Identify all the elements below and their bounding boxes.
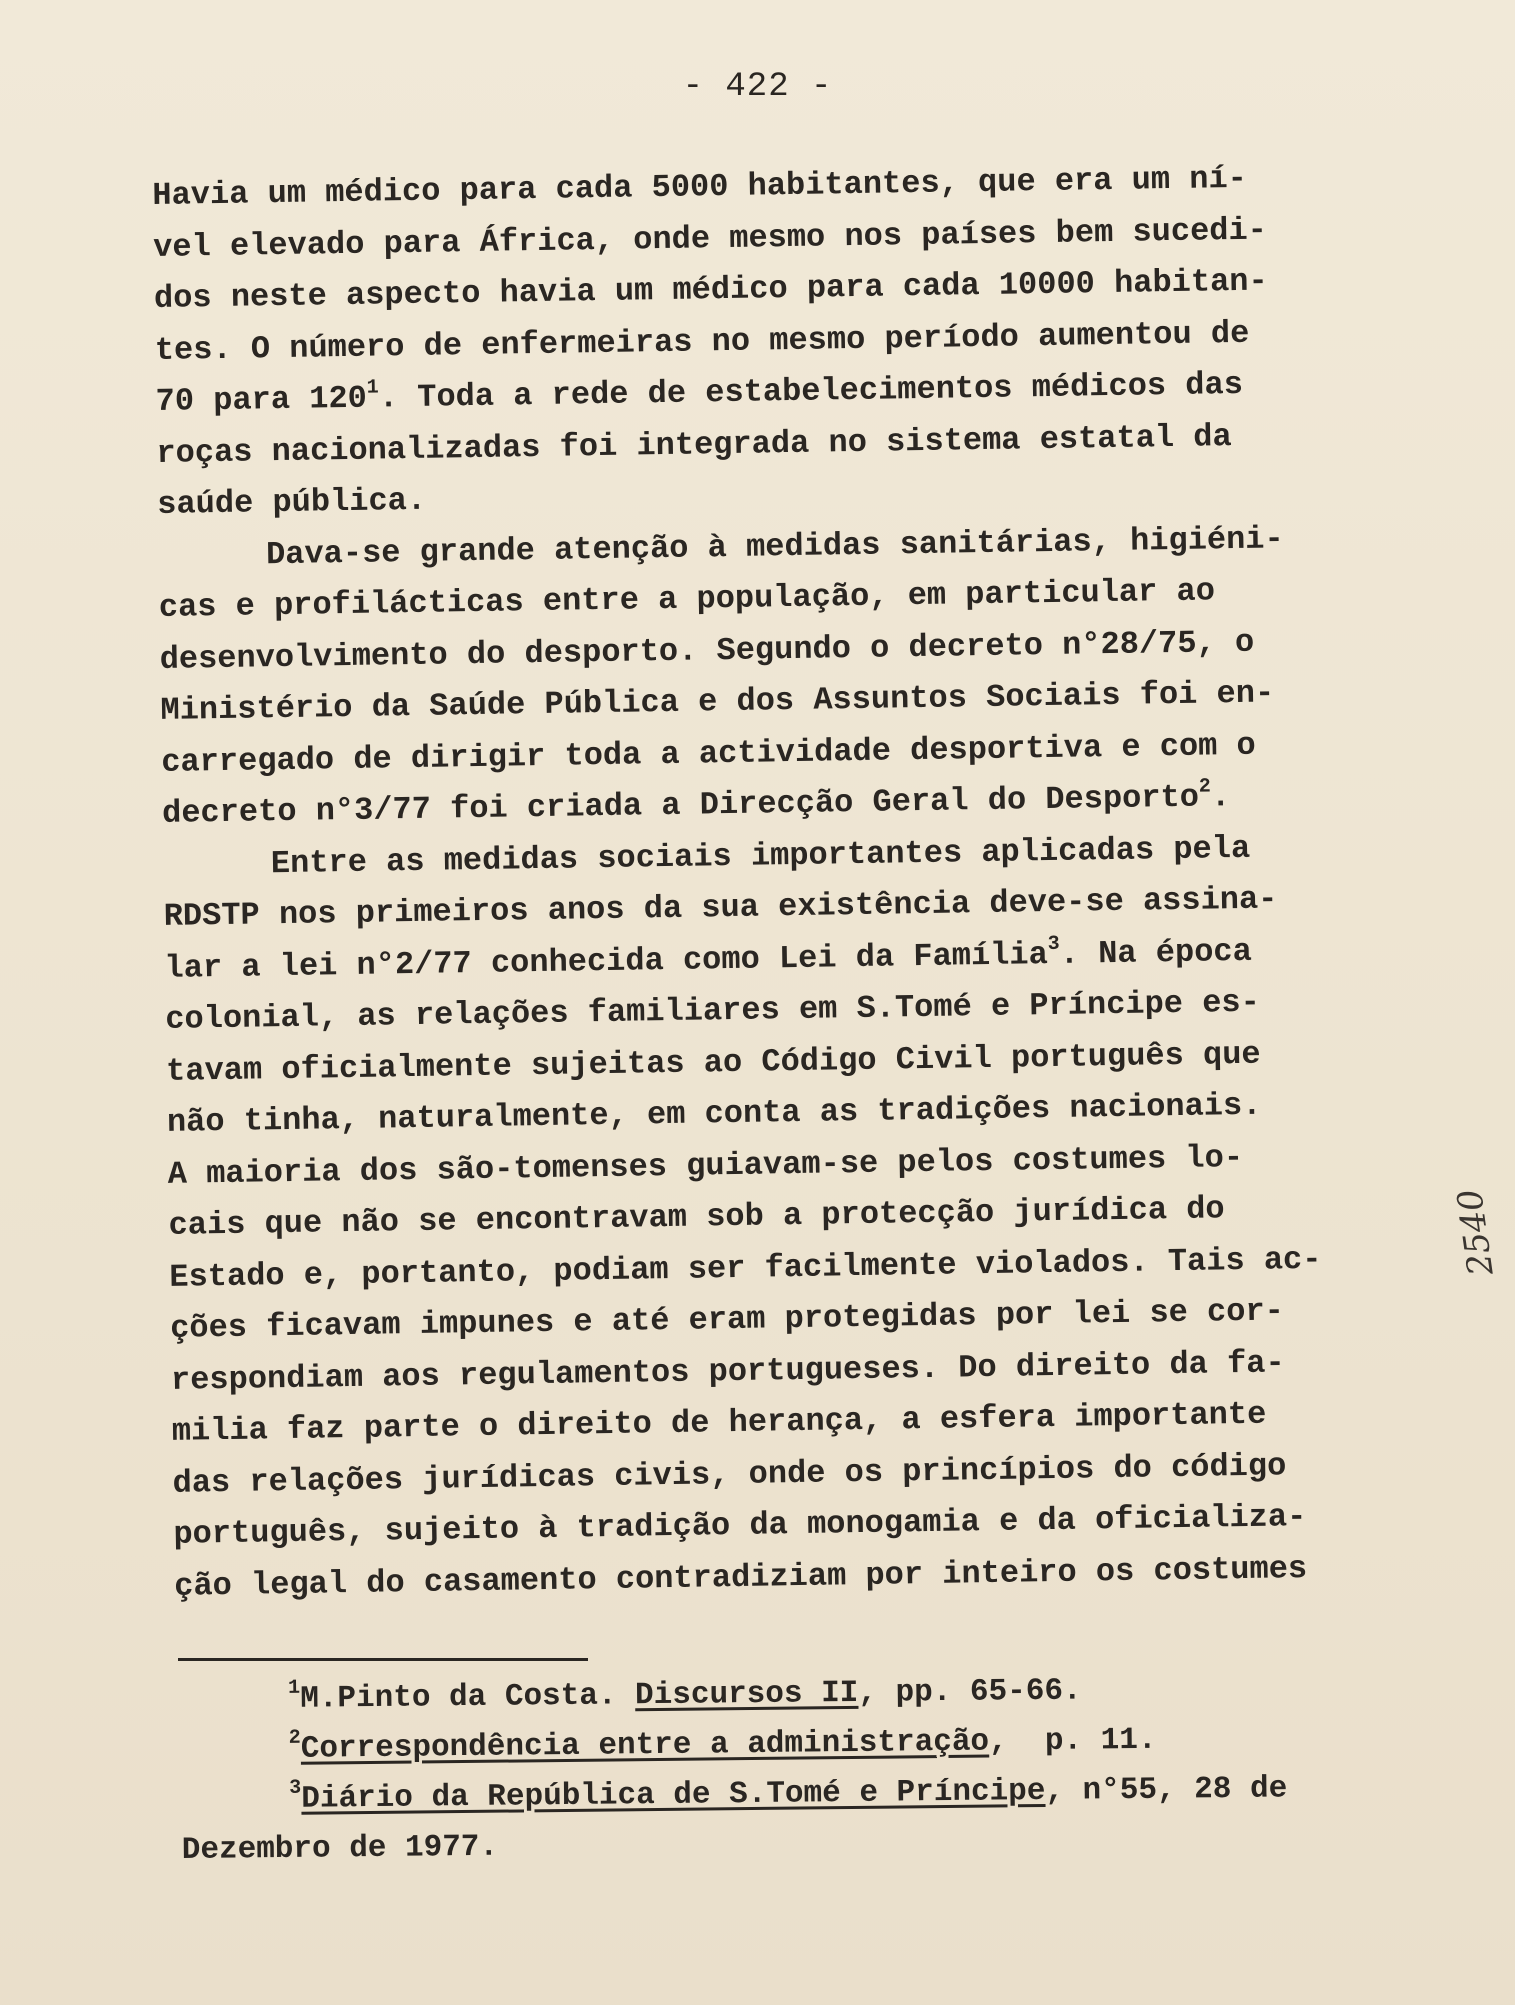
footnote-text: , n°55, 28 de xyxy=(1045,1771,1288,1809)
footnote-number: 1 xyxy=(288,1676,301,1700)
footnote-ref: 1 xyxy=(366,376,379,400)
text-segment: cais que não se encontravam sob a protecção jurídica do xyxy=(168,1190,1225,1244)
text-segment: vel elevado para África, onde mesmo nos países bem sucedi- xyxy=(152,210,1268,266)
text-segment: RDSTP nos primeiros anos da sua existência deve-se assina- xyxy=(163,880,1278,935)
text-segment: roças nacionalizadas foi integrada no sistema estatal da xyxy=(156,417,1232,472)
paragraph xyxy=(158,511,1403,839)
handwritten-margin-note: 2540 xyxy=(1449,1186,1502,1278)
text-segment: . Na época xyxy=(1059,932,1253,973)
text-segment: desenvolvimento do desporto. Segundo o decreto n°28/75, o xyxy=(159,623,1255,678)
text-segment: colonial, as relações familiares em S.Tomé e Príncipe es- xyxy=(165,983,1261,1038)
page-number: - 422 - xyxy=(682,68,833,106)
text-segment: respondiam aos regulamentos portugueses. Do direito da fa- xyxy=(170,1343,1285,1399)
text-segment: ção legal do casamento contradiziam por inteiro os costumes xyxy=(173,1549,1308,1605)
text-segment: Entre as medidas sociais importantes aplicadas pela xyxy=(270,829,1251,882)
text-segment: carregado de dirigir toda a actividade desportiva e com o xyxy=(161,726,1257,781)
text-segment: decreto n°3/77 foi criada a Direcção Geral do Desporto xyxy=(161,778,1200,832)
text-segment: saúde pública. xyxy=(156,481,427,523)
text-segment: Dava-se grande atenção à medidas sanitárias, higiéni- xyxy=(265,519,1284,573)
text-segment: das relações jurídicas civis, onde os princípios do código xyxy=(172,1446,1287,1502)
footnote-number: 3 xyxy=(289,1776,302,1800)
footnote-text: , pp. 65-66. xyxy=(858,1673,1082,1711)
footnote-title: Diário da República de S.Tomé e Príncipe xyxy=(301,1773,1046,1817)
text-segment: milia faz parte o direito de herança, a esfera importante xyxy=(171,1395,1267,1450)
paragraph xyxy=(152,151,1398,531)
text-segment: não tinha, naturalmente, em conta as tradições nacionais. xyxy=(166,1086,1262,1141)
footnote-3-continuation: Dezembro de 1977. xyxy=(181,1829,499,1868)
footnote-number: 2 xyxy=(288,1726,301,1750)
text-segment: . Toda a rede de estabelecimentos médicos das xyxy=(378,365,1244,417)
footnote-title: Correspondência entre a administração xyxy=(300,1724,990,1767)
text-segment: A maioria dos são-tomenses guiavam-se pelos costumes lo- xyxy=(167,1138,1244,1193)
footnote-ref: 3 xyxy=(1047,932,1060,956)
text-segment: lar a lei n°2/77 conhecida como Lei da Família xyxy=(164,935,1049,987)
body-text xyxy=(152,151,1414,1612)
text-segment: ções ficavam impunes e até eram protegidas por lei se cor- xyxy=(169,1292,1285,1347)
paragraph xyxy=(163,820,1415,1612)
text-segment: Ministério da Saúde Pública e dos Assuntos Sociais foi en- xyxy=(160,674,1275,729)
text-segment: dos neste aspecto havia um médico para cada 10000 habitan- xyxy=(153,262,1268,317)
footnote-text: , p. 11. xyxy=(988,1722,1157,1760)
footnote-divider xyxy=(178,1658,588,1661)
footnote-text: M.Pinto da Costa. xyxy=(300,1678,636,1717)
text-segment: . xyxy=(1210,778,1231,816)
text-segment: tes. O número de enfermeiras no mesmo período aumentou de xyxy=(154,314,1250,369)
footnotes xyxy=(180,1663,1422,1876)
footnote-title: Discursos II xyxy=(634,1675,859,1714)
text-segment: cas e profilácticas entre a população, em particular ao xyxy=(158,572,1216,626)
text-segment: português, sujeito à tradição da monogamia e da oficializa- xyxy=(173,1498,1307,1553)
text-segment: Havia um médico para cada 5000 habitantes, que era um ní- xyxy=(152,159,1248,214)
footnote-ref: 2 xyxy=(1198,775,1211,799)
text-segment: Estado e, portanto, podiam ser facilmente violados. Tais ac- xyxy=(169,1240,1322,1296)
text-segment: 70 para 120 xyxy=(155,379,368,420)
text-segment: tavam oficialmente sujeitas ao Código Civil português que xyxy=(165,1035,1261,1090)
